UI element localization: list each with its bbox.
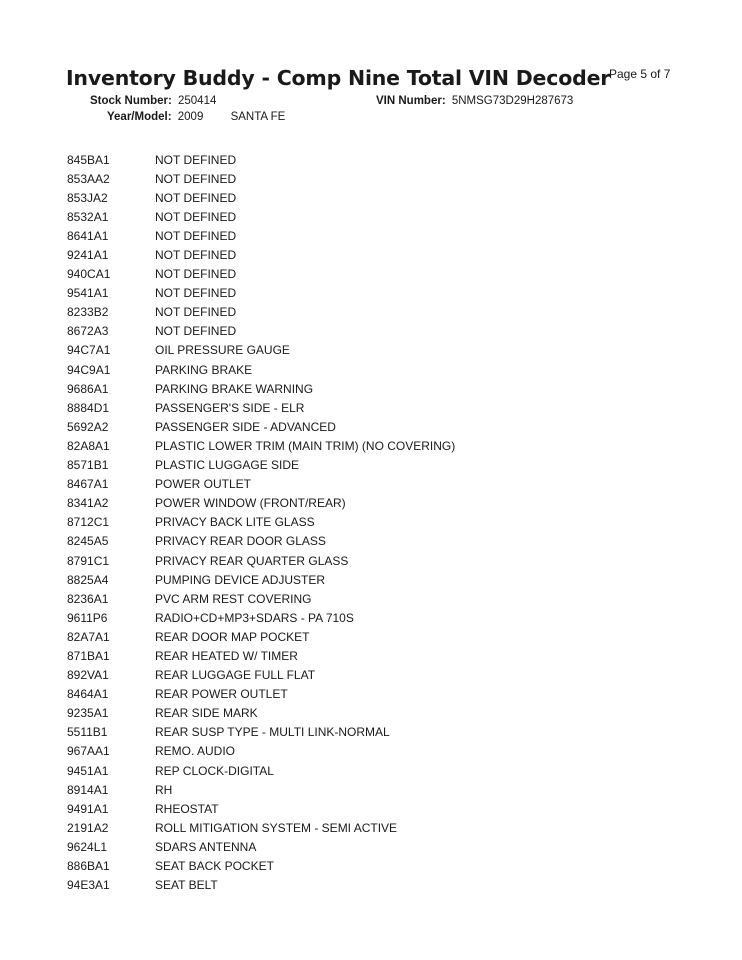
option-code: 8641A1 xyxy=(67,228,109,243)
option-description: PASSENGER SIDE - ADVANCED xyxy=(155,419,336,434)
stock-number-field xyxy=(90,95,216,107)
option-code: 82A8A1 xyxy=(67,438,110,453)
vin-number-value: 5NMSG73D29H287673 xyxy=(451,95,574,107)
option-code: 8825A4 xyxy=(67,572,109,587)
option-code: 8884D1 xyxy=(67,400,110,415)
option-description: NOT DEFINED xyxy=(155,267,237,282)
list-item xyxy=(67,188,455,207)
option-code: 853AA2 xyxy=(67,171,110,186)
list-item xyxy=(67,856,455,875)
list-item xyxy=(67,226,455,245)
list-item xyxy=(67,837,455,856)
list-item xyxy=(67,341,455,360)
option-description: RHEOSTAT xyxy=(155,801,219,816)
option-code: 8236A1 xyxy=(67,591,109,606)
option-code: 94E3A1 xyxy=(67,878,110,893)
list-item xyxy=(67,456,455,475)
option-code: 886BA1 xyxy=(67,859,110,874)
option-code: 9624L1 xyxy=(67,839,108,854)
option-description: REAR SIDE MARK xyxy=(155,706,258,721)
option-code: 9241A1 xyxy=(67,248,109,263)
option-code: 8712C1 xyxy=(67,515,110,530)
option-description: SEAT BACK POCKET xyxy=(155,859,274,874)
list-item xyxy=(67,513,455,532)
list-item xyxy=(67,799,455,818)
option-description: NOT DEFINED xyxy=(155,305,237,320)
stock-number-value: 250414 xyxy=(178,95,217,107)
option-description: REAR LUGGAGE FULL FLAT xyxy=(155,668,316,683)
list-item xyxy=(67,265,455,284)
option-description: POWER OUTLET xyxy=(155,477,252,492)
list-item xyxy=(67,723,455,742)
option-description: PASSENGER'S SIDE - ELR xyxy=(155,400,305,415)
list-item xyxy=(67,608,455,627)
document-title: Inventory Buddy - Comp Nine Total VIN Decoder xyxy=(66,66,611,90)
option-code: 967AA1 xyxy=(67,744,110,759)
vin-number-field xyxy=(376,95,573,107)
list-item xyxy=(67,742,455,761)
list-item xyxy=(67,532,455,551)
list-item xyxy=(67,379,455,398)
option-code: 8791C1 xyxy=(67,553,110,568)
list-item xyxy=(67,646,455,665)
year-model-label: Year/Model: xyxy=(107,111,172,123)
option-description: REAR HEATED W/ TIMER xyxy=(155,648,298,663)
option-description: PRIVACY REAR QUARTER GLASS xyxy=(155,553,349,568)
option-description: SDARS ANTENNA xyxy=(155,839,257,854)
option-code: 845BA1 xyxy=(67,152,110,167)
list-item xyxy=(67,322,455,341)
option-description: NOT DEFINED xyxy=(155,171,237,186)
option-description: PUMPING DEVICE ADJUSTER xyxy=(155,572,326,587)
option-description: PLASTIC LOWER TRIM (MAIN TRIM) (NO COVERING) xyxy=(155,438,456,453)
option-description: REAR SUSP TYPE - MULTI LINK-NORMAL xyxy=(155,725,390,740)
option-description: NOT DEFINED xyxy=(155,286,237,301)
list-item xyxy=(67,417,455,436)
option-code: 94C7A1 xyxy=(67,343,111,358)
option-description: NOT DEFINED xyxy=(155,228,237,243)
option-code: 8245A5 xyxy=(67,534,109,549)
year-value: 2009 xyxy=(177,111,204,123)
list-item xyxy=(67,704,455,723)
option-description: NOT DEFINED xyxy=(155,248,237,263)
list-item xyxy=(67,627,455,646)
list-item xyxy=(67,284,455,303)
option-code: 8233B2 xyxy=(67,305,109,320)
option-description: PRIVACY BACK LITE GLASS xyxy=(155,515,315,530)
option-code: 2191A2 xyxy=(67,820,109,835)
stock-number-label: Stock Number: xyxy=(90,95,172,107)
list-item xyxy=(67,169,455,188)
option-description: REMO. AUDIO xyxy=(155,744,236,759)
option-code: 9611P6 xyxy=(67,610,108,625)
option-code: 9235A1 xyxy=(67,706,109,721)
list-item xyxy=(67,551,455,570)
list-item xyxy=(67,475,455,494)
list-item xyxy=(67,494,455,513)
option-description: PRIVACY REAR DOOR GLASS xyxy=(155,534,326,549)
option-code: 5511B1 xyxy=(67,725,108,740)
option-description: RADIO+CD+MP3+SDARS - PA 710S xyxy=(155,610,354,625)
option-code: 8914A1 xyxy=(67,782,109,797)
list-item xyxy=(67,245,455,264)
option-description: REAR POWER OUTLET xyxy=(155,687,288,702)
list-item xyxy=(67,436,455,455)
option-description: PARKING BRAKE xyxy=(155,362,253,377)
option-code: 8672A3 xyxy=(67,324,109,339)
option-description: NOT DEFINED xyxy=(155,209,237,224)
option-code: 940CA1 xyxy=(67,267,111,282)
list-item xyxy=(67,780,455,799)
list-item xyxy=(67,818,455,837)
option-description: OIL PRESSURE GAUGE xyxy=(155,343,290,358)
option-description: REAR DOOR MAP POCKET xyxy=(155,629,310,644)
option-code: 8464A1 xyxy=(67,687,109,702)
year-model-field xyxy=(107,111,285,123)
option-code: 8571B1 xyxy=(67,458,109,473)
list-item xyxy=(67,685,455,704)
option-code: 853JA2 xyxy=(67,190,108,205)
option-description: RH xyxy=(155,782,173,797)
option-code: 892VA1 xyxy=(67,668,109,683)
option-description: NOT DEFINED xyxy=(155,324,237,339)
option-code: 94C9A1 xyxy=(67,362,111,377)
option-code: 9451A1 xyxy=(67,763,109,778)
list-item xyxy=(67,360,455,379)
option-description: PARKING BRAKE WARNING xyxy=(155,381,314,396)
list-item xyxy=(67,666,455,685)
option-code: 9491A1 xyxy=(67,801,109,816)
list-item xyxy=(67,570,455,589)
option-code: 8532A1 xyxy=(67,209,109,224)
list-item xyxy=(67,398,455,417)
vin-number-label: VIN Number: xyxy=(376,95,446,107)
page-number: Page 5 of 7 xyxy=(609,67,671,81)
option-code: 8341A2 xyxy=(67,496,109,511)
option-code: 5692A2 xyxy=(67,419,109,434)
option-code: 871BA1 xyxy=(67,648,110,663)
option-description: PLASTIC LUGGAGE SIDE xyxy=(155,458,300,473)
list-item xyxy=(67,150,455,169)
list-item xyxy=(67,876,455,895)
option-description: REP CLOCK-DIGITAL xyxy=(155,763,274,778)
option-code: 9686A1 xyxy=(67,381,109,396)
option-description: POWER WINDOW (FRONT/REAR) xyxy=(155,496,346,511)
option-code: 82A7A1 xyxy=(67,629,110,644)
option-code-list xyxy=(67,150,455,895)
model-value: SANTA FE xyxy=(230,111,286,123)
option-code: 8467A1 xyxy=(67,477,109,492)
list-item xyxy=(67,589,455,608)
list-item xyxy=(67,207,455,226)
option-description: NOT DEFINED xyxy=(155,152,237,167)
list-item xyxy=(67,303,455,322)
option-code: 9541A1 xyxy=(67,286,109,301)
option-description: SEAT BELT xyxy=(155,878,218,893)
list-item xyxy=(67,761,455,780)
option-description: ROLL MITIGATION SYSTEM - SEMI ACTIVE xyxy=(155,820,398,835)
option-description: NOT DEFINED xyxy=(155,190,237,205)
option-description: PVC ARM REST COVERING xyxy=(155,591,312,606)
